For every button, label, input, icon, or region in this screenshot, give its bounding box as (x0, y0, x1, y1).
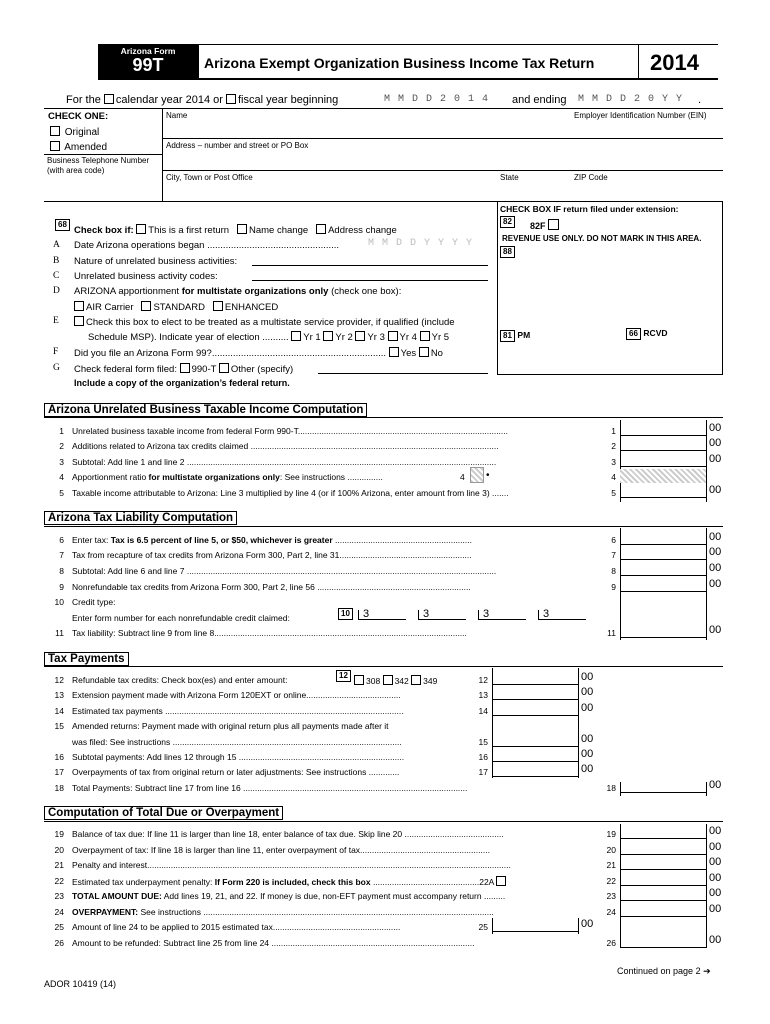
line-9-amount[interactable] (620, 591, 706, 592)
line-12-ref-num: 12 (478, 675, 488, 685)
line-d-bold: for multistate organizations only (181, 286, 329, 297)
line-15-amount[interactable] (492, 746, 578, 747)
letter-c: C (53, 271, 60, 281)
credit-code-4-prefix: 3 (543, 608, 550, 620)
line-19-cents: 00 (709, 825, 722, 837)
line-24-amount[interactable] (620, 916, 706, 917)
line-14-ref-num: 14 (478, 706, 488, 716)
line-12-num: 12 (54, 675, 64, 685)
code-68: 68 (55, 219, 70, 231)
rcvd-label: RCVD (643, 328, 668, 338)
credit-code-2-prefix: 3 (423, 608, 430, 620)
line-2-text: Additions related to Arizona tax credits claimed ......................................................................................................... (72, 441, 499, 451)
tax-year: 2014 (650, 50, 699, 75)
air-carrier-label: AIR Carrier (86, 302, 134, 313)
line-20-num: 20 (54, 845, 64, 855)
code-12: 12 (336, 670, 351, 682)
line-6-text2: .......................................................... (332, 535, 472, 545)
line-11-cents: 00 (709, 624, 722, 636)
credit-308-checkbox[interactable] (354, 675, 364, 685)
line-20-amount[interactable] (620, 854, 706, 855)
line-8-ref-num: 8 (611, 566, 616, 576)
line-24-bold: OVERPAYMENT: (72, 907, 139, 917)
checkbox-if-label: Check box if: (74, 225, 134, 236)
line-16-text: Subtotal payments: Add lines 12 through 15 ...................................................................... (72, 752, 405, 762)
line-17-amount[interactable] (492, 776, 578, 777)
apportionment-ratio-box[interactable] (470, 467, 484, 483)
line-23-cents: 00 (709, 887, 722, 899)
yr4-label: Yr 4 (399, 332, 417, 343)
zip-field-label[interactable]: ZIP Code (574, 173, 608, 182)
address-field-label[interactable]: Address – number and street or PO Box (166, 141, 309, 150)
line-8-text: Subtotal: Add line 6 and line 7 ................................................................................................................................... (72, 566, 497, 576)
credit-code-1-prefix: 3 (363, 608, 370, 620)
line-25-amount[interactable] (492, 931, 578, 932)
line-11-text: Tax liability: Subtract line 9 from line 8........................................................................................................... (72, 628, 467, 638)
line-16-cents: 00 (581, 748, 594, 760)
line-21-num: 21 (54, 860, 64, 870)
extension-title: CHECK BOX IF return filed under extension: (500, 204, 679, 214)
line-24-cents: 00 (709, 903, 722, 915)
first-return-checkbox[interactable] (136, 224, 146, 234)
line-14-cents: 00 (581, 702, 594, 714)
amended-label: Amended (64, 142, 108, 153)
line-12-text: Refundable tax credits: Check box(es) and enter amount: (72, 675, 288, 685)
section-ubti-header: Arizona Unrelated Business Taxable Income Computation (44, 403, 367, 417)
credit-code-1[interactable] (358, 610, 406, 620)
line-1-amount[interactable] (620, 435, 706, 436)
line-22-cents: 00 (709, 872, 722, 884)
and-ending-label: and ending (512, 94, 567, 106)
line-22-ref-num: 22 (606, 876, 616, 886)
line-3-amount[interactable] (620, 466, 706, 467)
letter-d: D (53, 286, 60, 296)
line-c-text: Unrelated business activity codes: (74, 271, 218, 282)
other-form-label: Other (specify) (230, 364, 294, 375)
nature-input[interactable] (252, 265, 488, 266)
line-25-ref-num: 25 (478, 922, 488, 932)
line-1-num: 1 (59, 426, 64, 436)
name-field-label[interactable]: Name (166, 111, 188, 120)
yr3-label: Yr 3 (367, 332, 385, 343)
line-4-text: Apportionment ratio (72, 472, 149, 482)
line-8-num: 8 (59, 566, 64, 576)
line-d-text2: (check one box): (328, 286, 402, 297)
form-220-checkbox[interactable] (496, 876, 506, 886)
line-7-text: Tax from recapture of tax credits from Arizona Form 300, Part 2, line 31........................................................ (72, 550, 472, 560)
line-17-text: Overpayments of tax from original return or later adjustments: See instructions ............. (72, 767, 400, 777)
air-carrier-checkbox[interactable] (74, 301, 84, 311)
form-title: Arizona Exempt Organization Business Income Tax Return (204, 55, 595, 71)
line-24-ref-num: 24 (606, 907, 616, 917)
line-26-text: Amount to be refunded: Subtract line 25 from line 24 ...................................................................................... (72, 938, 475, 948)
line-6-cents: 00 (709, 531, 722, 543)
line-13-cents: 00 (581, 686, 594, 698)
line-11-ref-num: 11 (607, 628, 616, 638)
fiscal-year-checkbox[interactable] (226, 94, 236, 104)
original-checkbox[interactable] (50, 126, 60, 136)
line-4-inline-num: 4 (460, 472, 465, 482)
line-17-num: 17 (54, 767, 64, 777)
line-21-ref-num: 21 (606, 860, 616, 870)
credit-349-checkbox[interactable] (411, 675, 421, 685)
line-9-cents: 00 (709, 578, 722, 590)
name-change-label: Name change (249, 225, 309, 236)
credit-code-4[interactable] (538, 610, 586, 620)
fiscal-end-date[interactable]: M M D D 2 0 Y Y (578, 94, 684, 105)
section-tax-payments-header: Tax Payments (44, 652, 129, 666)
line-10-num: 10 (54, 597, 64, 607)
line-26-amount[interactable] (620, 947, 706, 948)
line-3-num: 3 (59, 457, 64, 467)
line-f-text: Did you file an Arizona Form 99?.................................................................. (74, 348, 387, 359)
line-4-ref-num: 4 (611, 472, 616, 482)
city-field-label[interactable]: City, Town or Post Office (166, 173, 253, 182)
line-25-cents: 00 (581, 918, 594, 930)
line-23-num: 23 (54, 891, 64, 901)
yr2-label: Yr 2 (335, 332, 353, 343)
line-a-text: Date Arizona operations began .................................................. (74, 240, 340, 251)
letter-a: A (53, 240, 60, 250)
yes-label: Yes (400, 348, 417, 359)
yes-checkbox[interactable] (389, 347, 399, 357)
line-19-text: Balance of tax due: If line 11 is larger than line 18, enter balance of tax due. Skip line 20 .......................................... (72, 829, 504, 839)
line-7-amount[interactable] (620, 559, 706, 560)
line-14-amount[interactable] (492, 715, 578, 716)
line-2-amount[interactable] (620, 450, 706, 451)
name-change-checkbox[interactable] (237, 224, 247, 234)
990t-checkbox[interactable] (180, 363, 190, 373)
line-8-amount[interactable] (620, 575, 706, 576)
credit-code-3[interactable] (478, 610, 526, 620)
form-id: ADOR 10419 (14) (44, 979, 117, 989)
code-82: 82 (500, 216, 515, 228)
line-10-text: Credit type: (72, 597, 116, 607)
line-22-amount[interactable] (620, 885, 706, 886)
line-23-text: Add lines 19, 21, and 22. If money is due, non-EFT payment must accompany return ......... (161, 891, 506, 901)
operations-date[interactable]: M M D D Y Y Y Y (368, 238, 474, 249)
letter-f: F (53, 347, 59, 357)
line-16-amount[interactable] (492, 761, 578, 762)
no-label: No (430, 348, 443, 359)
line-b-text: Nature of unrelated business activities: (74, 256, 238, 267)
credit-342-label: 342 (394, 676, 409, 686)
990t-label: 990-T (191, 364, 217, 375)
state-field-label[interactable]: State (500, 173, 519, 182)
line-3-ref-num: 3 (611, 457, 616, 467)
line-7-num: 7 (59, 550, 64, 560)
line-20-text: Overpayment of tax: If line 18 is larger than line 11, enter overpayment of tax....................................................... (72, 845, 490, 855)
agency-label: Arizona Form (120, 46, 176, 56)
check-one-title: CHECK ONE: (48, 111, 109, 122)
line-21-text: Penalty and interest.......................................................................................................................................................... (72, 860, 511, 870)
line-9-ref-num: 9 (611, 582, 616, 592)
ein-field-label[interactable]: Employer Identification Number (EIN) (574, 111, 707, 120)
line-25-num: 25 (54, 922, 64, 932)
msp-checkbox[interactable] (74, 316, 84, 326)
line-11-num: 11 (55, 628, 64, 638)
line-12-amount[interactable] (492, 684, 578, 685)
line-22-bold: If Form 220 is included, check this box (214, 877, 371, 887)
yr1-label: Yr 1 (303, 332, 321, 343)
yr2-checkbox[interactable] (323, 331, 333, 341)
code-88: 88 (500, 246, 515, 258)
line-26-cents: 00 (709, 934, 722, 946)
line-e-text: Check this box to elect to be treated as a multistate service provider, if qualified (include (86, 317, 455, 328)
line-15-ref-num: 15 (478, 737, 488, 747)
yr5-label: Yr 5 (431, 332, 450, 343)
line-7-cents: 00 (709, 546, 722, 558)
section-total-due-header: Computation of Total Due or Overpayment (44, 806, 283, 820)
line-16-num: 16 (54, 752, 64, 762)
line-13-amount[interactable] (492, 699, 578, 700)
line-4-shaded-cell (620, 469, 706, 483)
line-22-num: 22 (54, 876, 64, 886)
letter-e: E (53, 316, 59, 326)
line-9-text: Nonrefundable tax credits from Arizona Form 300, Part 2, line 56 ................................................................. (72, 582, 471, 592)
line-e-text2: Schedule MSP). Indicate year of election .......... (88, 332, 289, 343)
line-18-ref-num: 18 (606, 783, 616, 793)
line-4-bold: for multistate organizations only (148, 472, 280, 482)
include-federal-note: Include a copy of the organization’s federal return. (74, 378, 290, 388)
line-2-ref-num: 2 (611, 441, 616, 451)
line-13-ref-num: 13 (478, 690, 488, 700)
pm-label: PM (517, 330, 531, 340)
line-23-bold: TOTAL AMOUNT DUE: (72, 891, 162, 901)
line-5-num: 5 (59, 488, 64, 498)
form-badge (98, 44, 198, 78)
yr4-checkbox[interactable] (388, 331, 398, 341)
line-5-amount[interactable] (620, 497, 706, 498)
line-19-num: 19 (54, 829, 64, 839)
line-24-text: See instructions ........................................................................................................................... (138, 907, 494, 917)
standard-checkbox[interactable] (141, 301, 151, 311)
line-4-num: 4 (59, 472, 64, 482)
line-15-text2: was filed: See instructions ................................................................................................. (72, 737, 402, 747)
line-11-amount[interactable] (620, 637, 706, 638)
line-1-text: Unrelated business taxable income from federal Form 990-T......................................................................................... (72, 426, 509, 436)
yr3-checkbox[interactable] (355, 331, 365, 341)
line-16-ref-num: 16 (478, 752, 488, 762)
line-18-cents: 00 (709, 779, 722, 791)
code-82f-label: 82F (530, 221, 546, 231)
credit-code-3-prefix: 3 (483, 608, 490, 620)
line-18-num: 18 (54, 783, 64, 793)
letter-g: G (53, 363, 60, 373)
line-12-cents: 00 (581, 671, 594, 683)
calendar-label: calendar year 2014 or (115, 94, 223, 106)
credit-342-checkbox[interactable] (383, 675, 393, 685)
line-26-num: 26 (54, 938, 64, 948)
line-24-num: 24 (54, 907, 64, 917)
line-6-bold: Tax is 6.5 percent of line 5, or $50, whichever is greater (110, 535, 333, 545)
line-17-ref-num: 17 (478, 767, 488, 777)
section-tax-liability-header: Arizona Tax Liability Computation (44, 511, 237, 525)
period-end: . (698, 94, 702, 106)
arrow-right-icon: ➔ (703, 966, 711, 976)
line-8-cents: 00 (709, 562, 722, 574)
line-17-cents: 00 (581, 763, 594, 775)
line-3-text: Subtotal: Add line 1 and line 2 ................................................................................................................................... (72, 457, 497, 467)
credit-349-label: 349 (423, 676, 438, 686)
phone-label: Business Telephone Number (with area code) (47, 156, 150, 175)
form-number: 99T (132, 55, 164, 75)
enhanced-checkbox[interactable] (213, 301, 223, 311)
code-81: 81 (500, 330, 515, 342)
fiscal-begin-date[interactable]: M M D D 2 0 1 4 (384, 94, 490, 105)
line-1-cents: 00 (709, 422, 722, 434)
line-2-cents: 00 (709, 437, 722, 449)
continued-note: Continued on page 2 (617, 966, 701, 976)
credit-308-label: 308 (366, 676, 381, 686)
line-19-amount[interactable] (620, 838, 706, 839)
code-66: 66 (626, 328, 641, 340)
line-15-text: Amended returns: Payment made with original return plus all payments made after it (72, 721, 389, 731)
line-22-text2: .............................................22A (370, 877, 494, 887)
line-5-text: Taxable income attributable to Arizona: Line 3 multiplied by line 4 (or if 100% Arizona, enter amount from line 3) ....... (72, 488, 509, 498)
line-21-amount[interactable] (620, 869, 706, 870)
activity-codes-input[interactable] (252, 280, 488, 281)
line-25-text: Amount of line 24 to be applied to 2015 estimated tax...................................................... (72, 922, 401, 932)
amended-checkbox[interactable] (50, 141, 60, 151)
line-15-cents: 00 (581, 733, 594, 745)
line-6-ref-num: 6 (611, 535, 616, 545)
letter-b: B (53, 256, 60, 266)
yr5-checkbox[interactable] (420, 331, 430, 341)
calendar-year-checkbox[interactable] (104, 94, 114, 104)
line-19-ref-num: 19 (606, 829, 616, 839)
line-6-num: 6 (59, 535, 64, 545)
line-4-text2: : See instructions ............... (279, 472, 383, 482)
extension-checkbox[interactable] (548, 219, 559, 230)
code-10: 10 (338, 608, 353, 620)
line-5-cents: 00 (709, 484, 722, 496)
line-23-amount[interactable] (620, 900, 706, 901)
line-20-ref-num: 20 (606, 845, 616, 855)
line-6-text: Enter tax: (72, 535, 111, 545)
for-the-label: For the (66, 94, 101, 106)
period-line (66, 94, 338, 106)
yr1-checkbox[interactable] (291, 331, 301, 341)
line-13-num: 13 (54, 690, 64, 700)
line-5-ref-num: 5 (611, 488, 616, 498)
line-14-text: Estimated tax payments ..................................................................................................... (72, 706, 404, 716)
line-22-text: Estimated tax underpayment penalty: (72, 877, 215, 887)
revenue-notice: REVENUE USE ONLY. DO NOT MARK IN THIS AREA. (502, 234, 702, 243)
no-checkbox[interactable] (419, 347, 429, 357)
line-21-cents: 00 (709, 856, 722, 868)
line-9-num: 9 (59, 582, 64, 592)
line-18-text: Total Payments: Subtract line 17 from line 16 ............................................................................................... (72, 783, 468, 793)
standard-label: STANDARD (153, 302, 205, 313)
line-g-text: Check federal form filed: (74, 364, 177, 375)
line-10-text2: Enter form number for each nonrefundable credit claimed: (72, 613, 290, 623)
line-18-amount[interactable] (620, 792, 706, 793)
credit-code-2[interactable] (418, 610, 466, 620)
line-15-num: 15 (54, 721, 64, 731)
enhanced-label: ENHANCED (224, 302, 279, 313)
line-23-ref-num: 23 (606, 891, 616, 901)
first-return-label: This is a first return (148, 225, 230, 236)
decimal-point: • (486, 470, 490, 481)
other-specify-input[interactable] (318, 373, 488, 374)
line-1-ref-num: 1 (611, 426, 616, 436)
line-6-amount[interactable] (620, 544, 706, 545)
line-7-ref-num: 7 (611, 550, 616, 560)
original-label: Original (64, 127, 100, 138)
line-3-cents: 00 (709, 453, 722, 465)
line-2-num: 2 (59, 441, 64, 451)
address-change-label: Address change (328, 225, 397, 236)
line-d-text: ARIZONA apportionment (74, 286, 182, 297)
fiscal-label: fiscal year beginning (238, 94, 339, 106)
other-form-checkbox[interactable] (219, 363, 229, 373)
line-20-cents: 00 (709, 841, 722, 853)
address-change-checkbox[interactable] (316, 224, 326, 234)
line-13-text: Extension payment made with Arizona Form 120EXT or online........................................ (72, 690, 401, 700)
line-26-ref-num: 26 (606, 938, 616, 948)
line-14-num: 14 (54, 706, 64, 716)
